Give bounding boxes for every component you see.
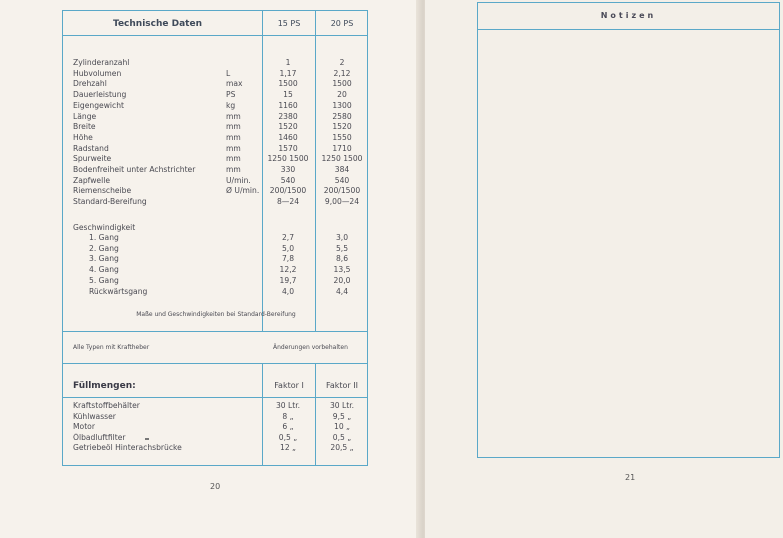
row-label — [89, 233, 279, 244]
row-value-1: 1570 — [278, 143, 298, 153]
row-value-2: 4,4 — [335, 286, 349, 296]
table-row — [63, 144, 369, 155]
row-value-1: 200/1500 — [269, 186, 307, 196]
row-label-text: 1. Gang — [89, 233, 119, 242]
row-label-text: 5. Gang — [89, 275, 119, 285]
row-label-text: Bodenfreiheit unter Achstrichter — [73, 165, 196, 174]
row-unit: max — [226, 79, 243, 89]
row-label-text: Rückwärtsgang — [89, 286, 148, 296]
row-label-text: Breite — [73, 122, 96, 132]
table-row — [63, 186, 369, 197]
row-label-text: 3. Gang — [89, 254, 119, 264]
changes-reserved-note: Änderungen vorbehalten — [273, 344, 348, 351]
row-value-2: 1300 — [332, 100, 352, 110]
row-value-1: 19,7 — [279, 275, 297, 285]
table-row — [63, 90, 369, 101]
row-label-text: Riemenscheibe — [73, 186, 132, 196]
row-unit: kg — [226, 100, 236, 110]
row-label-text: 4. Gang — [89, 265, 119, 275]
standard-tire-note: Maße und Geschwindigkeiten bei Standard-Bereifung — [136, 311, 296, 318]
row-unit: Ø U/min. — [226, 186, 260, 196]
row-label-text: Höhe — [73, 132, 93, 142]
row-unit: mm — [226, 143, 241, 153]
row-value-1: 1 — [285, 58, 291, 67]
row-value-1: 8 „ — [282, 411, 294, 421]
row-value-2: 0,5 „ — [332, 432, 352, 442]
row-label-text: Eigengewicht — [73, 100, 124, 110]
column-header-20ps: 20 PS — [330, 19, 354, 28]
row-label — [89, 276, 279, 287]
row-label — [73, 443, 263, 454]
row-value-2: 20 — [337, 90, 347, 100]
table-row — [63, 122, 369, 133]
table-row — [63, 254, 369, 265]
row-value-2: 1250 1500 — [321, 154, 363, 164]
table-row — [63, 112, 369, 123]
row-label — [89, 265, 279, 276]
table-row — [63, 433, 369, 444]
row-value-1: 1520 — [278, 122, 298, 132]
fill-header-factor-2: Faktor II — [326, 381, 358, 390]
fill-header-rule — [63, 397, 367, 398]
row-label-text: Kraftstoffbehälter — [73, 401, 140, 410]
row-label-text: Getriebeöl Hinterachsbrücke — [73, 443, 182, 452]
row-unit: U/min. — [226, 175, 251, 185]
row-value-2: 5,5 — [335, 243, 349, 253]
row-value-2: 3,0 — [335, 233, 349, 242]
row-value-1: 2380 — [278, 111, 298, 121]
row-value-2: 2 — [339, 58, 345, 67]
row-unit: mm — [226, 122, 241, 132]
row-value-2: 10 „ — [333, 422, 350, 431]
table-row — [63, 133, 369, 144]
row-label-text: Dauerleistung — [73, 90, 127, 100]
row-value-1: 12 „ — [279, 443, 296, 452]
row-value-1: 1160 — [278, 100, 298, 110]
table-row — [63, 412, 369, 423]
row-label — [89, 244, 279, 255]
notes-title: Notizen — [600, 11, 657, 20]
row-value-1: 1460 — [278, 132, 298, 142]
row-value-2: 1710 — [332, 143, 352, 153]
table-row — [63, 287, 369, 298]
table-row — [63, 165, 369, 176]
row-label — [73, 58, 263, 69]
row-value-1: 7,8 — [281, 254, 295, 264]
table-row — [63, 69, 369, 80]
row-label-text: Spurweite — [73, 154, 112, 164]
row-label-text: Länge — [73, 111, 97, 121]
row-value-2: 8,6 — [335, 254, 349, 264]
row-value-1: 12,2 — [279, 265, 297, 275]
table-row — [63, 276, 369, 287]
row-value-2: 2,12 — [333, 68, 351, 78]
table-row — [63, 233, 369, 244]
row-label-text: Zapfwelle — [73, 175, 110, 185]
row-label-text: Drehzahl — [73, 79, 107, 89]
table-row — [63, 101, 369, 112]
row-label — [73, 401, 263, 412]
fill-header-factor-1: Faktor I — [274, 381, 304, 390]
technical-data-table — [62, 10, 368, 466]
all-types-note: Alle Typen mit Kraftheber — [73, 344, 150, 351]
row-label — [73, 433, 263, 444]
column-header-15ps: 15 PS — [277, 19, 301, 28]
table-title: Technische Daten — [113, 19, 202, 29]
row-label-text: 2. Gang — [89, 243, 119, 253]
row-value-2: 9,00—24 — [324, 197, 360, 207]
row-label-text: Radstand — [73, 143, 109, 153]
row-label — [73, 412, 263, 423]
row-value-1: 8—24 — [276, 197, 300, 207]
row-value-1: 30 Ltr. — [275, 401, 301, 410]
fill-quantities-title: Füllmengen: — [73, 381, 136, 391]
row-value-2: 9,5 „ — [332, 411, 352, 421]
row-label-text: Zylinderanzahl — [73, 58, 130, 67]
row-value-2: 20,0 — [333, 275, 351, 285]
row-value-1: 15 — [283, 90, 293, 100]
row-value-1: 0,5 „ — [278, 432, 298, 442]
row-value-2: 1500 — [332, 79, 352, 89]
ink-mark — [145, 438, 149, 440]
row-value-2: 20,5 „ — [330, 443, 354, 452]
fill-section-rule — [63, 363, 367, 364]
row-label — [73, 197, 263, 208]
speed-section-title: Geschwindigkeit — [73, 223, 136, 232]
table-row — [63, 58, 369, 69]
row-value-1: 4,0 — [281, 286, 295, 296]
table-row — [63, 401, 369, 412]
row-value-1: 1500 — [278, 79, 298, 89]
row-label — [73, 422, 263, 433]
row-label-text: Motor — [73, 422, 95, 431]
table-row — [63, 265, 369, 276]
row-unit: mm — [226, 165, 241, 174]
row-value-2: 2580 — [332, 111, 352, 121]
row-unit: mm — [226, 132, 241, 142]
row-label-text: Kühlwasser — [73, 411, 116, 421]
table-row — [63, 197, 369, 208]
row-unit: L — [226, 68, 231, 78]
table-row — [63, 154, 369, 165]
table-row — [63, 176, 369, 187]
header-rule — [63, 35, 367, 36]
row-label-text: Hubvolumen — [73, 68, 122, 78]
row-value-2: 540 — [334, 175, 350, 185]
page-number-right: 21 — [625, 473, 636, 482]
row-value-1: 6 „ — [282, 422, 294, 431]
row-unit: PS — [226, 90, 236, 100]
row-value-1: 1,17 — [279, 68, 297, 78]
row-label-text: Standard-Bereifung — [73, 197, 147, 207]
row-value-1: 1250 1500 — [267, 154, 309, 164]
row-label-text: Ölbadluftfilter — [73, 432, 126, 442]
row-value-1: 5,0 — [281, 243, 295, 253]
table-row — [63, 79, 369, 90]
row-label — [89, 254, 279, 265]
note-rule — [63, 331, 367, 332]
row-value-2: 30 Ltr. — [329, 401, 355, 410]
row-value-2: 13,5 — [333, 265, 351, 275]
row-value-1: 540 — [280, 175, 296, 185]
row-unit: mm — [226, 154, 241, 164]
row-value-1: 330 — [280, 165, 296, 174]
table-row — [63, 443, 369, 454]
page-number-left: 20 — [210, 482, 221, 491]
row-value-2: 384 — [334, 165, 350, 174]
row-label — [89, 287, 279, 298]
row-unit: mm — [226, 111, 241, 121]
table-row — [63, 244, 369, 255]
row-value-2: 1550 — [332, 132, 352, 142]
row-value-2: 200/1500 — [323, 186, 361, 196]
row-value-2: 1520 — [332, 122, 352, 132]
notes-title-rule — [478, 29, 779, 30]
table-row — [63, 422, 369, 433]
notes-box — [477, 2, 780, 458]
row-value-1: 2,7 — [281, 233, 295, 242]
